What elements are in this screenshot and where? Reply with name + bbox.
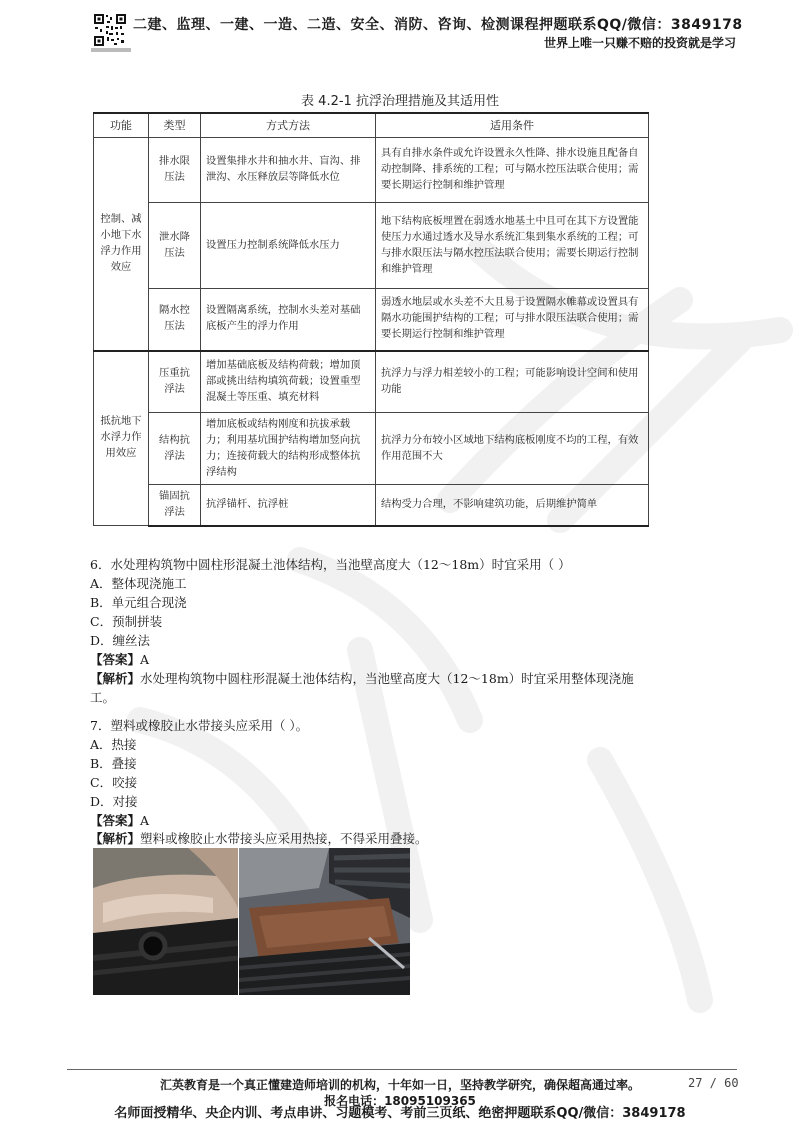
type-cell: 泄水降压法: [149, 203, 201, 289]
question-6-stem: 6．水处理构筑物中圆柱形混凝土池体结构，当池壁高度大（12～18m）时宜采用（ ）: [90, 557, 571, 572]
question-6-option-a: A．整体现浇施工: [90, 576, 187, 591]
qr-caption: [91, 48, 131, 52]
function-cell: 控制、减小地下水浮力作用效应: [94, 138, 149, 351]
condition-cell: 具有自排水条件或允许设置永久性降、排水设施且配备自动控制降、排系统的工程；可与隔水控压法联合使用；需要长期运行控制和维护管理: [376, 138, 649, 203]
question-6-option-b: B．单元组合现浇: [90, 595, 187, 610]
table-row: [94, 351, 649, 413]
footer-contact: 名师面授精华、央企内训、考点串讲、习题模考、考前三页纸、绝密押题联系QQ/微信：3849178: [114, 1106, 686, 1121]
table-row: [94, 485, 649, 526]
column-header-condition: 适用条件: [376, 113, 649, 138]
question-7-answer: [90, 811, 149, 831]
header-contact-line: 二建、监理、一建、一造、二造、安全、消防、咨询、检测课程押题联系QQ/微信：3849178: [133, 17, 743, 33]
waterstop-photo-right: [239, 848, 410, 995]
analysis-text: 水处理构筑物中圆柱形混凝土池体结构，当池壁高度大（12～18m）时宜采用整体现浇施: [140, 671, 634, 686]
question-6-answer: [90, 650, 149, 670]
column-header-method: 方式方法: [201, 113, 376, 138]
footer-intro: 汇英教育是一个真正懂建造师培训的机构，十年如一日，坚持教学研究，确保超高通过率。: [159, 1078, 640, 1092]
question-7-option-c: C．咬接: [90, 775, 138, 790]
table-row: [94, 413, 649, 485]
header-slogan: 世界上唯一只赚不赔的投资就是学习: [543, 36, 736, 50]
method-cell: 设置压力控制系统降低水压力: [201, 203, 376, 289]
condition-cell: 弱透水地层或水头差不大且易于设置隔水帷幕或设置具有隔水功能围护结构的工程；可与排水限压法联合使用；需要长期运行控制和维护管理: [376, 289, 649, 351]
analysis-label: 【解析】: [90, 831, 141, 846]
footer-phone: 报名电话：18095109365: [324, 1094, 476, 1108]
answer-value: A: [140, 652, 150, 667]
condition-cell: 地下结构底板埋置在弱透水地基土中且可在其下方设置能使压力水通过透水及导水系统汇集到集水系统的工程；可与排水限压法与隔水控压法联合使用；需要长期运行控制和维护管理: [376, 203, 649, 289]
answer-value: A: [140, 813, 150, 828]
qr-code-icon: [93, 13, 127, 47]
method-cell: 设置集排水井和抽水井、盲沟、排泄沟、水压释放层等降低水位: [201, 138, 376, 203]
type-cell: 结构抗浮法: [149, 413, 201, 485]
question-7-option-d: D．对接: [90, 794, 138, 809]
question-6-option-c: C．预制拼装: [90, 614, 163, 629]
column-header-function: 功能: [94, 113, 149, 138]
anti-floating-measures-table: [93, 112, 649, 527]
table-caption: 表 4.2-1 抗浮治理措施及其适用性: [301, 94, 499, 109]
method-cell: 增加底板或结构刚度和抗拔承载力；利用基坑围护结构增加竖向抗力；连接荷载大的结构形成整体抗浮结构: [201, 413, 376, 485]
table-header-row: [94, 113, 649, 138]
question-7-analysis: [90, 829, 428, 849]
table-row: [94, 138, 649, 203]
question-6-analysis: [90, 669, 634, 689]
type-cell: 排水限压法: [149, 138, 201, 203]
question-6-option-d: D．缠丝法: [90, 633, 151, 648]
function-cell: 抵抗地下水浮力作用效应: [94, 351, 149, 526]
answer-label: 【答案】: [90, 813, 141, 828]
condition-cell: 抗浮力分布较小区域地下结构底板刚度不均的工程，有效作用范围不大: [376, 413, 649, 485]
analysis-text: 塑料或橡胶止水带接头应采用热接，不得采用叠接。: [140, 831, 428, 846]
type-cell: 锚固抗浮法: [149, 485, 201, 526]
table-row: [94, 289, 649, 351]
answer-label: 【答案】: [90, 652, 141, 667]
question-7-option-a: A．热接: [90, 737, 137, 752]
method-cell: 抗浮锚杆、抗浮桩: [201, 485, 376, 526]
table-row: [94, 203, 649, 289]
condition-cell: 抗浮力与浮力相差较小的工程；可能影响设计空间和使用功能: [376, 351, 649, 413]
condition-cell: 结构受力合理，不影响建筑功能，后期维护简单: [376, 485, 649, 526]
question-7-stem: 7．塑料或橡胶止水带接头应采用（ ）。: [90, 718, 309, 733]
method-cell: 设置隔离系统，控制水头差对基础底板产生的浮力作用: [201, 289, 376, 351]
page-header: [0, 0, 800, 60]
question-6-analysis-continued: 工。: [90, 690, 116, 705]
page-number: 27 / 60: [688, 1076, 739, 1090]
type-cell: 隔水控压法: [149, 289, 201, 351]
column-header-type: 类型: [149, 113, 201, 138]
method-cell: 增加基础底板及结构荷载；增加顶部或挑出结构填筑荷载；设置重型混凝土等压重、填充材料: [201, 351, 376, 413]
type-cell: 压重抗浮法: [149, 351, 201, 413]
footer-divider: [67, 1069, 737, 1070]
analysis-label: 【解析】: [90, 671, 141, 686]
waterstop-photo-left: [93, 848, 238, 995]
question-7-option-b: B．叠接: [90, 756, 137, 771]
